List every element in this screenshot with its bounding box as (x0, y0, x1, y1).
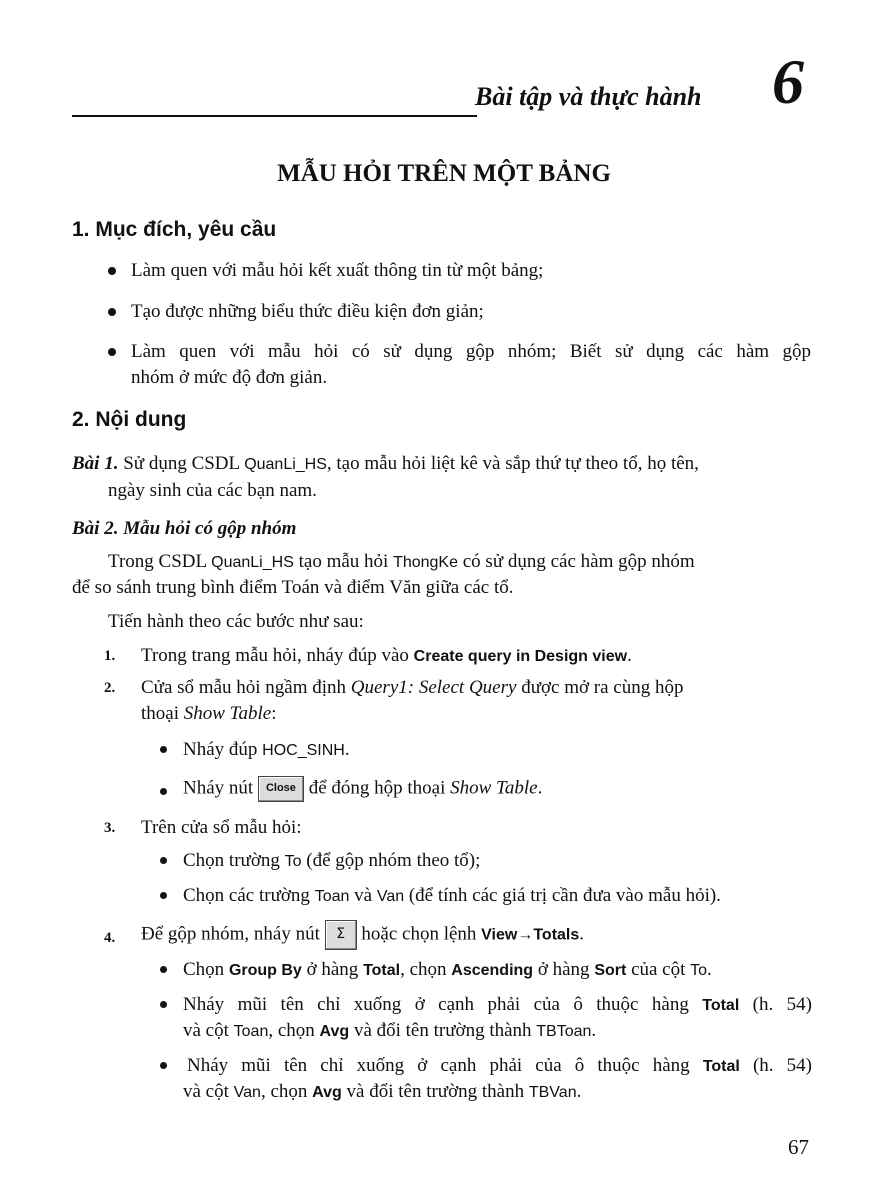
objective-item-cont: nhóm ở mức độ đơn giản. (131, 367, 328, 388)
text: , tạo mẫu hỏi liệt kê và sắp thứ tự theo tổ, họ tên, (326, 453, 699, 474)
text: được mở ra cùng hộp (516, 677, 684, 698)
chapter-header-title: Bài tập và thực hành (475, 82, 702, 111)
database-name: QuanLi_HS (211, 554, 294, 571)
field-name: Toan (314, 888, 350, 905)
text: (h. 54) (739, 994, 812, 1015)
step-number: 1. (104, 648, 116, 664)
row-name: Total (363, 962, 401, 979)
text: . (344, 739, 350, 760)
step-2 (141, 676, 684, 700)
page-number: 67 (788, 1135, 809, 1159)
step-3-sub-2 (183, 884, 721, 909)
text: , chọn (260, 1081, 313, 1102)
bullet-icon (160, 857, 167, 864)
step-number: 3. (104, 820, 116, 836)
text: Chọn trường (183, 850, 285, 871)
text: Để gộp nhóm, nháy nút (141, 923, 325, 945)
text: của cột (626, 959, 691, 980)
text: . (537, 777, 543, 799)
text: Nháy đúp (183, 739, 263, 760)
bullet-icon (160, 788, 167, 795)
objective-item: Tạo được những biểu thức điều kiện đơn giản; (131, 301, 484, 322)
text: . (579, 923, 585, 945)
step-3: Trên cửa sổ mẫu hỏi: (141, 817, 302, 838)
step-3-sub-1 (183, 849, 480, 874)
bullet-icon (160, 1062, 167, 1069)
bullet-icon (160, 746, 167, 753)
bullet-icon (108, 348, 116, 356)
command-name: Create query in Design view (413, 648, 628, 665)
steps-intro: Tiến hành theo các bước như sau: (108, 611, 364, 632)
section-2-heading: 2. Nội dung (72, 408, 187, 431)
text: Nháy nút (183, 777, 258, 799)
dialog-name: Show Table (450, 777, 538, 799)
row-name: Total (702, 997, 740, 1014)
section-1-heading: 1. Mục đích, yêu cầu (72, 218, 277, 241)
text: (để gộp nhóm theo tổ); (301, 850, 481, 871)
query-name: ThongKe (393, 554, 458, 571)
text: . (576, 1081, 582, 1102)
bullet-icon (160, 892, 167, 899)
text: ở hàng (533, 959, 595, 980)
text: ở hàng (301, 959, 364, 980)
field-name: To (690, 962, 708, 979)
text: Nháy mũi tên chỉ xuống ở cạnh phải của ô thuộc hàng (187, 1055, 703, 1076)
step-4-sub-1 (183, 958, 712, 983)
option-name: Group By (228, 962, 302, 979)
row-name: Total (702, 1058, 740, 1075)
text: và đổi tên trường thành (349, 1020, 537, 1041)
window-name: Query1: Select Query (350, 677, 517, 698)
text: thoại (141, 703, 184, 724)
exercise-2-para-cont: để so sánh trung bình điểm Toán và điểm Văn giữa các tổ. (72, 577, 514, 598)
text: Cửa sổ mẫu hỏi ngầm định (141, 677, 351, 698)
text: Sử dụng CSDL (118, 453, 245, 474)
sigma-totals-icon: Σ (325, 920, 357, 950)
text: . (707, 959, 712, 980)
exercise-1 (72, 452, 812, 477)
field-name: Toan (233, 1023, 269, 1040)
text: có sử dụng các hàm gộp nhóm (458, 551, 695, 572)
text: và (349, 885, 377, 906)
step-1 (141, 644, 632, 669)
text: Trong trang mẫu hỏi, nháy đúp vào (141, 645, 414, 666)
step-4 (141, 920, 584, 950)
objective-item: Làm quen với mẫu hỏi kết xuất thông tin từ một bảng; (131, 260, 544, 281)
text: và đổi tên trường thành (341, 1081, 529, 1102)
exercise-1-label: Bài 1. (72, 453, 119, 474)
command-name: View→Totals (481, 926, 580, 944)
text: (h. 54) (739, 1055, 813, 1076)
text: và cột (183, 1020, 234, 1041)
objective-item: Làm quen với mẫu hỏi có sử dụng gộp nhóm; Biết sử dụng các hàm gộp (131, 341, 811, 362)
text: , chọn (400, 959, 452, 980)
text: Chọn các trường (183, 885, 315, 906)
exercise-2-heading: Bài 2. Mẫu hỏi có gộp nhóm (72, 518, 297, 539)
chapter-number: 6 (772, 46, 804, 117)
database-name: QuanLi_HS (244, 456, 327, 473)
function-name: Avg (319, 1023, 350, 1040)
exercise-1-cont: ngày sinh của các bạn nam. (108, 480, 317, 501)
step-2-cont (141, 702, 277, 726)
table-name: HOC_SINH (262, 742, 345, 759)
bullet-icon (160, 966, 167, 973)
dialog-name: Show Table (183, 703, 272, 724)
field-name: Van (376, 888, 405, 905)
close-button-icon: Close (258, 776, 304, 802)
text: Nháy mũi tên chỉ xuống ở cạnh phải của ô thuộc hàng (183, 994, 703, 1015)
text: hoặc chọn lệnh (356, 923, 482, 945)
option-name: Ascending (451, 962, 534, 979)
step-4-sub-3-cont (183, 1080, 581, 1105)
step-2-sub-1 (183, 738, 350, 763)
text: : (271, 703, 277, 724)
step-4-sub-3 (187, 1054, 812, 1079)
text: để đóng hộp thoại (303, 777, 451, 799)
field-name: TBToan (536, 1023, 592, 1040)
text: . (627, 645, 632, 666)
field-name: Van (233, 1084, 261, 1101)
step-4-sub-2 (183, 993, 812, 1018)
header-rule (72, 115, 477, 117)
text: Chọn (183, 959, 229, 980)
bullet-icon (108, 308, 116, 316)
bullet-icon (160, 1001, 167, 1008)
page-title: MẪU HỎI TRÊN MỘT BẢNG (277, 160, 611, 187)
text: , chọn (268, 1020, 320, 1041)
function-name: Avg (312, 1084, 342, 1101)
bullet-icon (108, 267, 116, 275)
step-number: 2. (104, 680, 116, 696)
row-name: Sort (594, 962, 627, 979)
text: tạo mẫu hỏi (293, 551, 394, 572)
step-2-sub-2 (183, 776, 542, 802)
text: Trong CSDL (108, 551, 212, 572)
text: và cột (183, 1081, 234, 1102)
step-4-sub-2-cont (183, 1019, 596, 1044)
text: . (591, 1020, 597, 1041)
field-name: To (284, 853, 302, 870)
text: (để tính các giá trị cần đưa vào mẫu hỏi). (404, 885, 721, 906)
field-name: TBVan (528, 1084, 577, 1101)
step-number: 4. (104, 930, 116, 946)
exercise-2-para (108, 550, 812, 575)
